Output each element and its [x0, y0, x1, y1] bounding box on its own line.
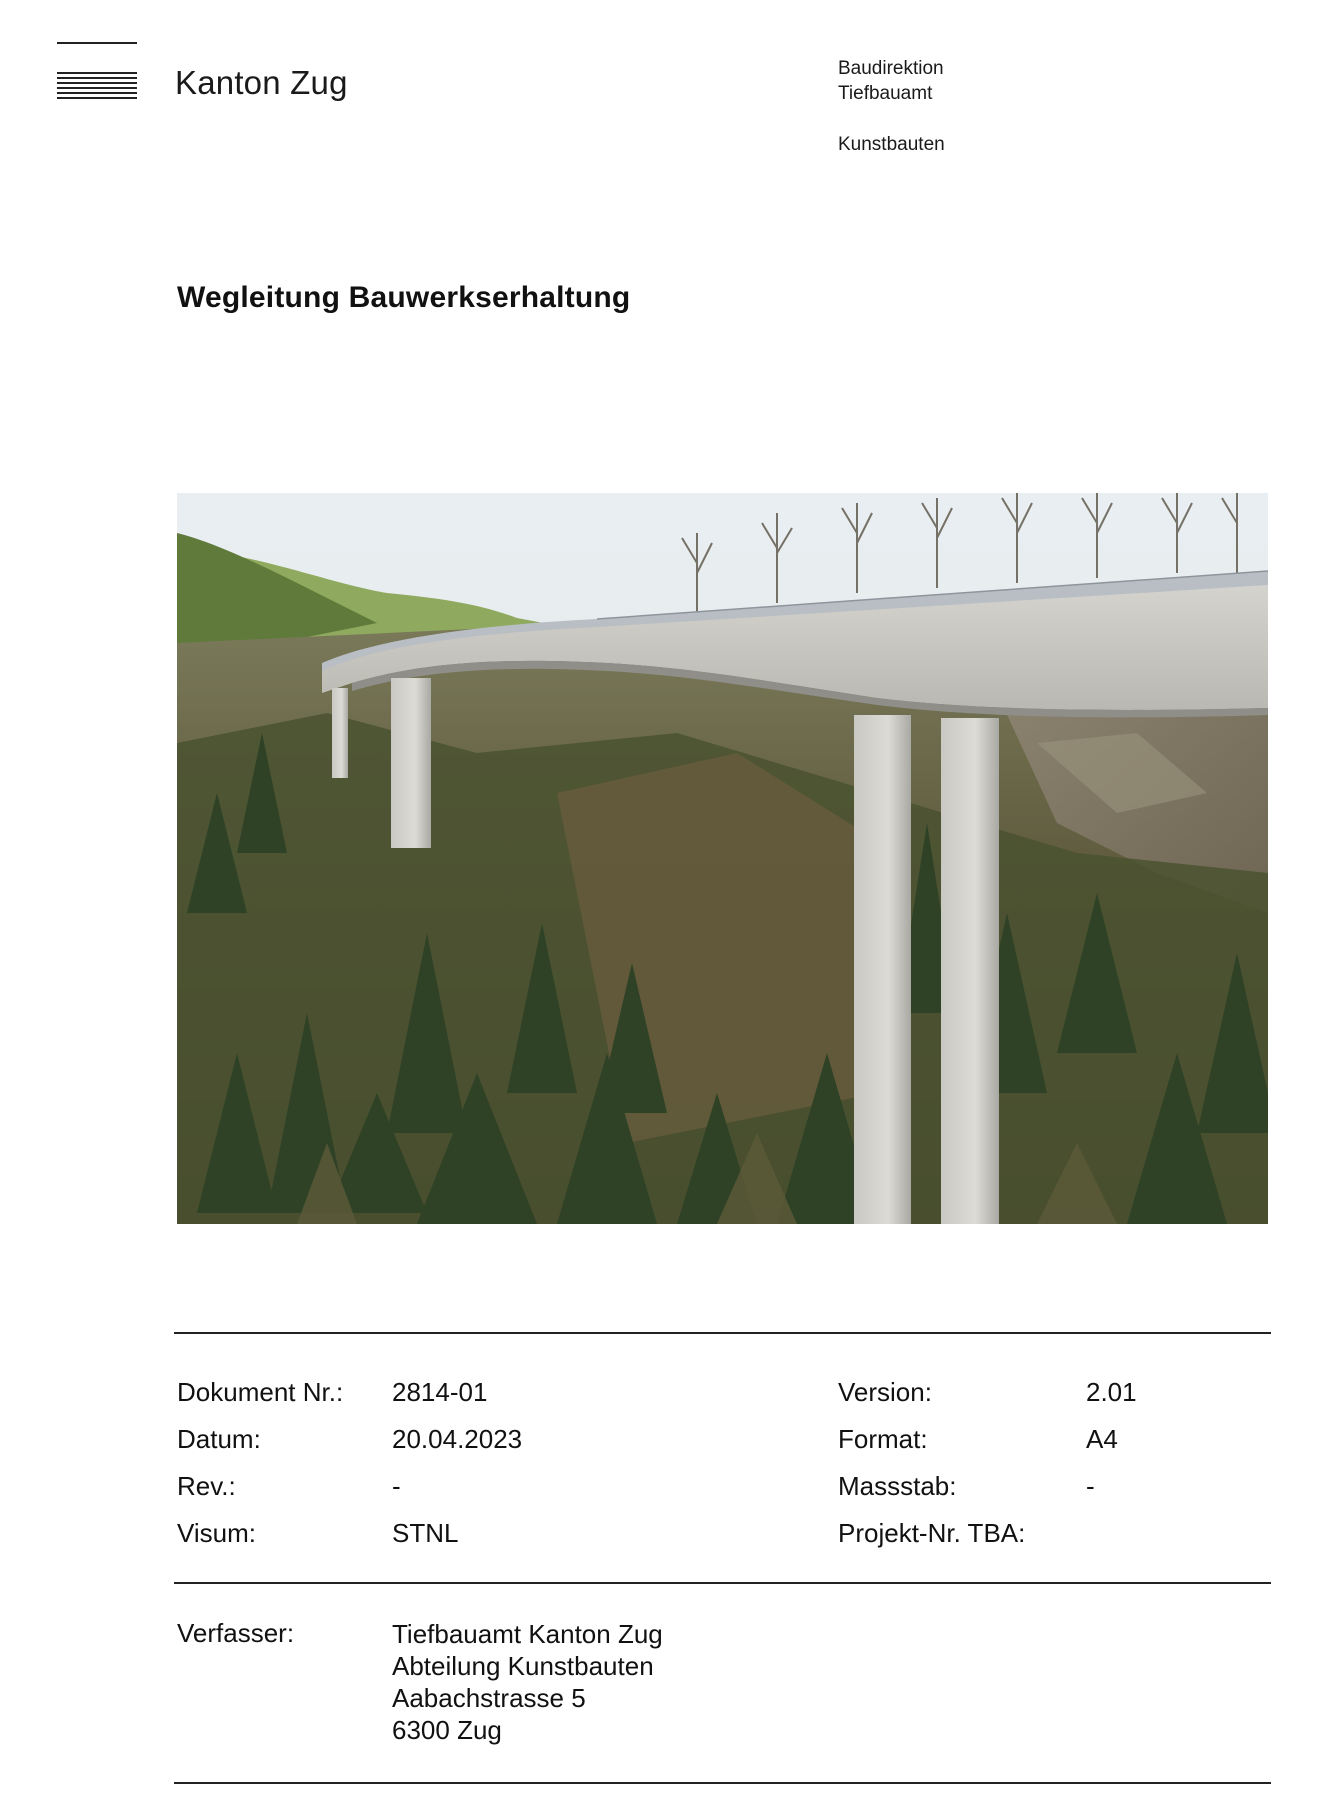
- author-line: Tiefbauamt Kanton Zug: [392, 1619, 663, 1649]
- author-address: [392, 1618, 663, 1746]
- author-label: Verfasser:: [177, 1618, 295, 1648]
- meta-value-date: 20.04.2023: [392, 1424, 523, 1454]
- meta-label-scale: Massstab:: [838, 1471, 957, 1501]
- divider-bottom: [174, 1782, 1271, 1784]
- meta-label-visum: Visum:: [177, 1518, 256, 1548]
- meta-value-revision: -: [392, 1471, 401, 1501]
- unit-name: Kunstbauten: [838, 134, 945, 155]
- author-line: Aabachstrasse 5: [392, 1683, 586, 1713]
- meta-label-format: Format:: [838, 1424, 928, 1454]
- logo-text: Kanton Zug: [175, 64, 348, 101]
- meta-label-version: Version:: [838, 1377, 932, 1407]
- department-block: [838, 56, 945, 157]
- meta-value-scale: -: [1086, 1471, 1095, 1501]
- office-name: Tiefbauamt: [838, 83, 933, 104]
- cover-photo: [177, 493, 1268, 1224]
- meta-value-visum: STNL: [392, 1518, 459, 1548]
- meta-label-document-number: Dokument Nr.:: [177, 1377, 344, 1407]
- meta-value-version: 2.01: [1086, 1377, 1137, 1407]
- meta-label-revision: Rev.:: [177, 1471, 236, 1501]
- author-line: Abteilung Kunstbauten: [392, 1651, 654, 1681]
- meta-label-date: Datum:: [177, 1424, 261, 1454]
- canton-logo-icon: [57, 42, 137, 98]
- meta-value-document-number: 2814-01: [392, 1377, 488, 1407]
- document-title: Wegleitung Bauwerkserhaltung: [177, 281, 631, 314]
- meta-label-project-number: Projekt-Nr. TBA:: [838, 1518, 1026, 1548]
- divider-middle: [174, 1582, 1271, 1584]
- meta-value-format: A4: [1086, 1424, 1118, 1454]
- divider-top: [174, 1332, 1271, 1334]
- author-line: 6300 Zug: [392, 1715, 502, 1745]
- department-name: Baudirektion: [838, 58, 944, 79]
